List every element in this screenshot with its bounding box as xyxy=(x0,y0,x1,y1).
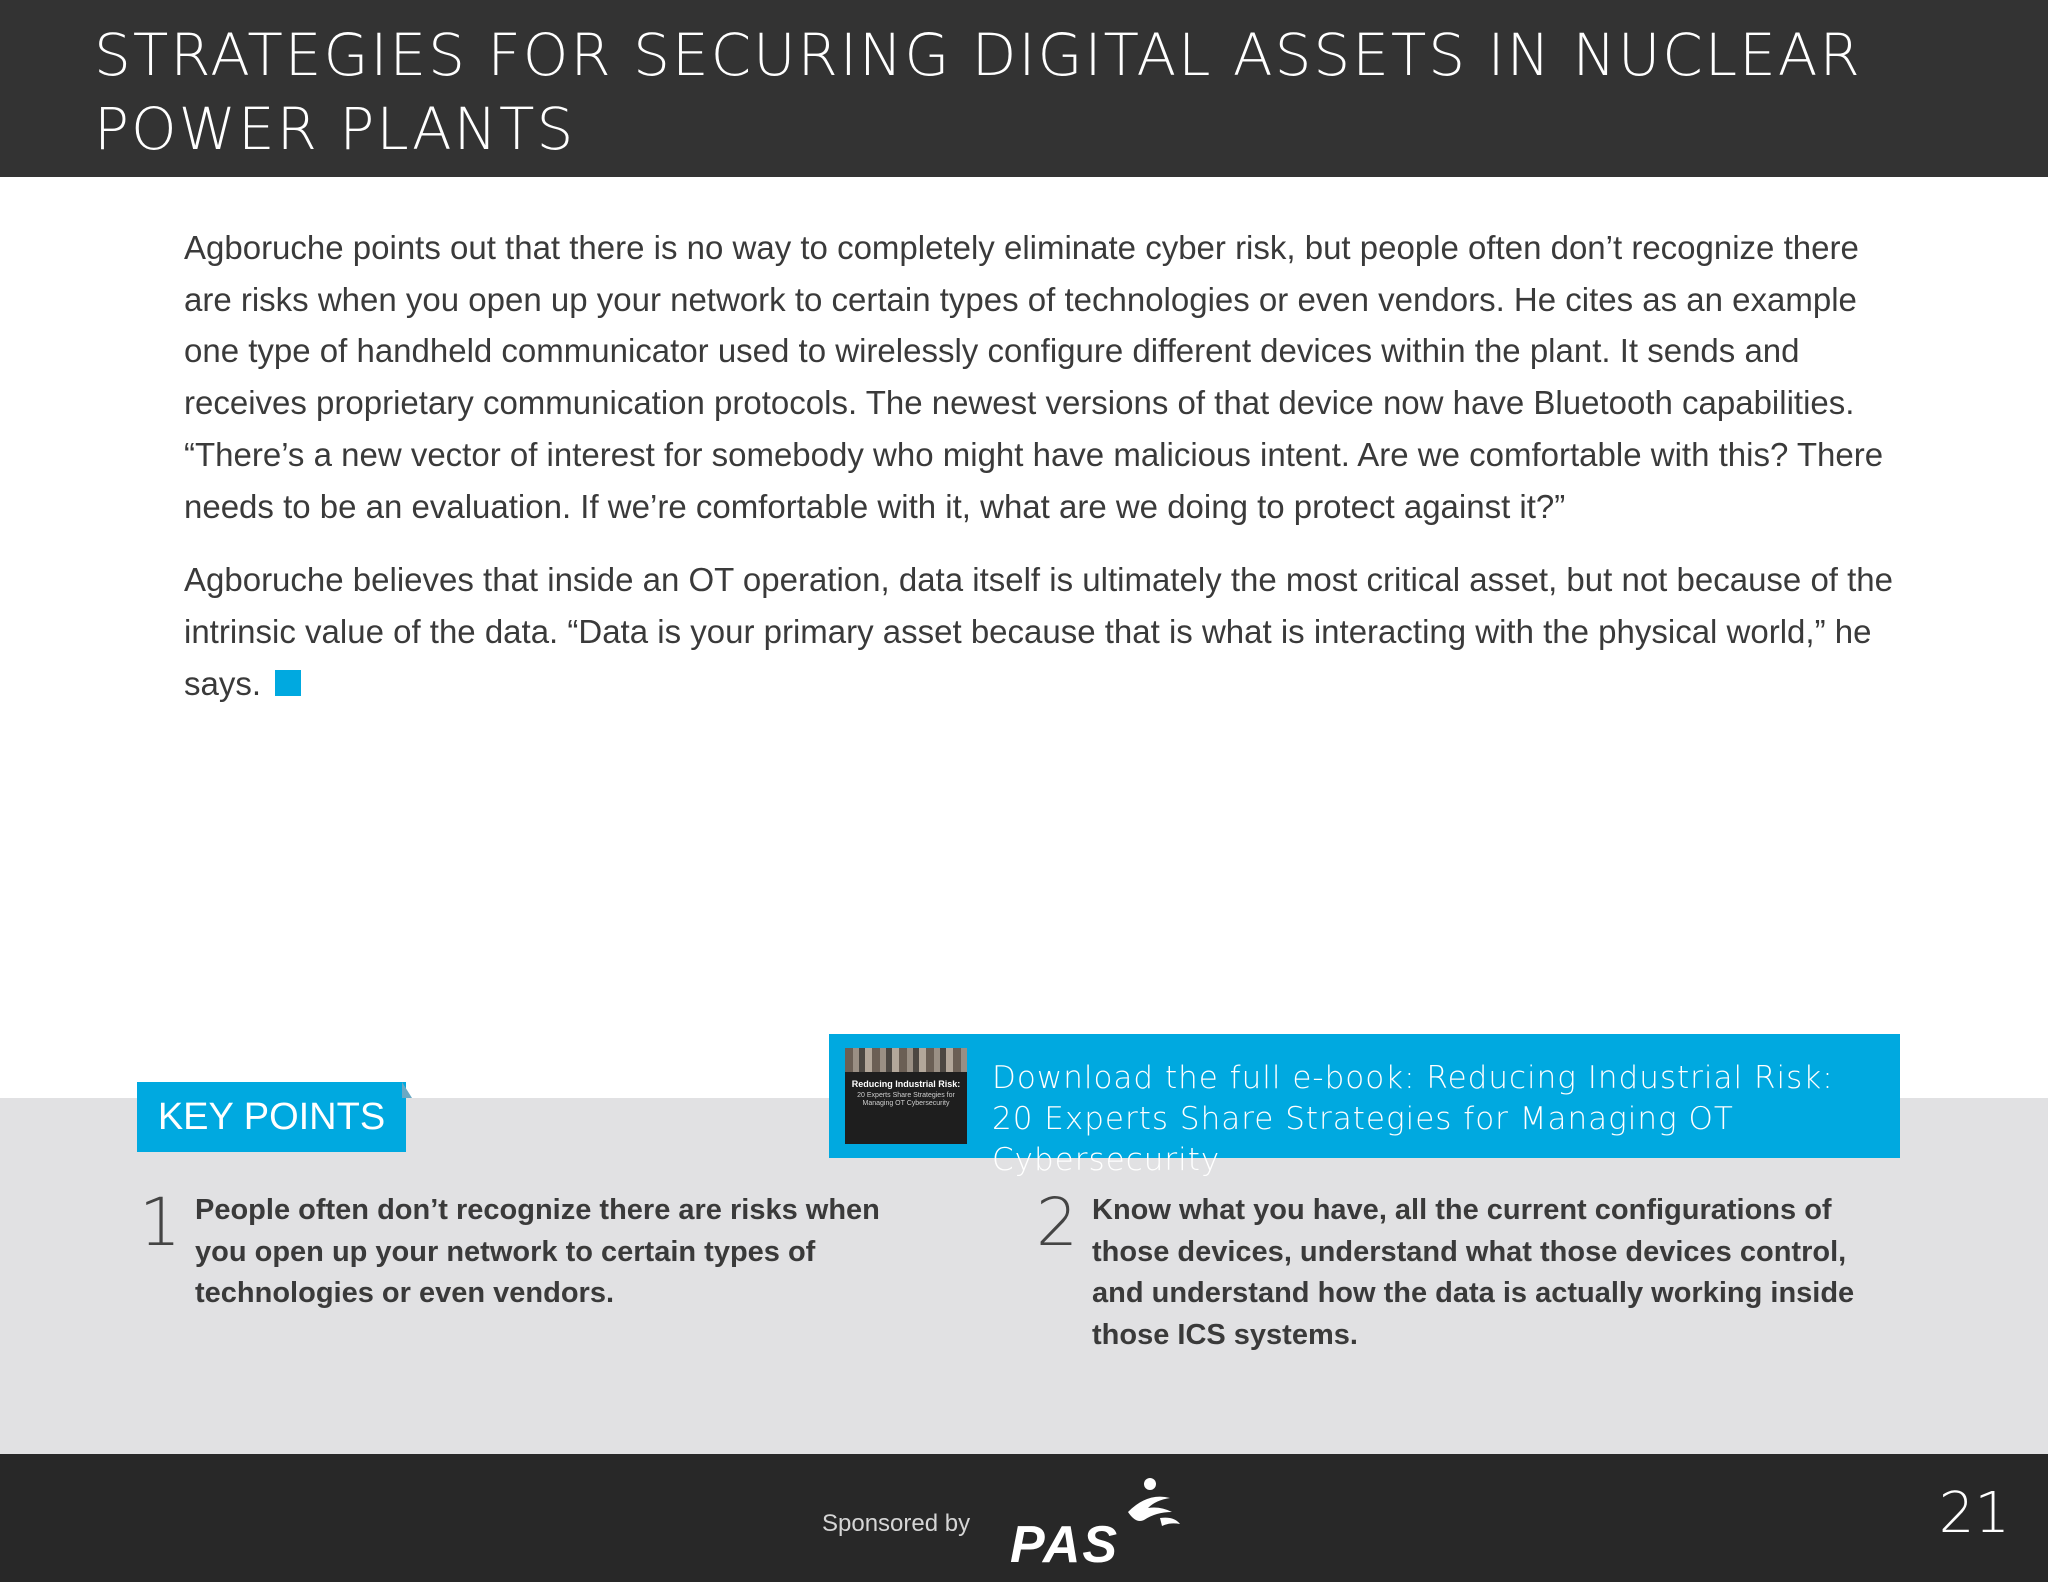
download-link-line-2[interactable]: 20 Experts Share Strategies for Managing OT Cybersecurity xyxy=(992,1101,1734,1178)
key-point-text: People often don’t recognize there are risks when you open up your network to certain types of technologies or even vendors. xyxy=(195,1194,880,1309)
pas-logo-figure-icon xyxy=(1128,1478,1180,1526)
article-paragraph-2-text: Agboruche believes that inside an OT operation, data itself is ultimately the most critical asset, but not because of the intrinsic value of the data. “Data is your primary asset because that is what is interacting with the physical world,” he says. xyxy=(184,561,1894,702)
download-link[interactable] xyxy=(992,1058,1892,1181)
key-point-number: 1 xyxy=(139,1184,181,1261)
page-header xyxy=(0,0,2048,177)
end-of-article-mark xyxy=(275,670,301,696)
page-footer xyxy=(0,1454,2048,1582)
cover-title: Reducing Industrial Risk: xyxy=(851,1079,961,1089)
page-title: STRATEGIES FOR SECURING DIGITAL ASSETS IN NUCLEAR POWER PLANTS xyxy=(94,21,1862,163)
pas-logo xyxy=(1010,1472,1190,1572)
ebook-cover-image[interactable] xyxy=(845,1048,967,1144)
cover-subtitle: 20 Experts Share Strategies for Managing OT Cybersecurity xyxy=(857,1092,955,1107)
key-point-number: 2 xyxy=(1036,1184,1078,1261)
pas-logo-text: PAS xyxy=(1010,1516,1120,1572)
article-paragraph-1: Agboruche points out that there is no way to completely eliminate cyber risk, but people often don’t recognize there are risks when you open up your network to certain types of technologies or even vendors. He cites as an example one type of handheld communicator used to wirelessly configure different devices within the plant. It sends and receives proprietary communication protocols. The newest versions of that device now have Bluetooth capabilities. “There’s a new vector of interest for somebody who might have malicious intent. Are we comfortable with this? There needs to be an evaluation. If we’re comfortable with it, what are we doing to protect against it?” xyxy=(184,229,1884,525)
key-points-tab: KEY POINTS xyxy=(137,1082,406,1152)
cover-photo-strip xyxy=(845,1048,967,1072)
download-link-line-1[interactable]: Download the full e-book: Reducing Industrial Risk: xyxy=(992,1060,1834,1096)
sponsored-label: Sponsored by xyxy=(822,1510,971,1537)
download-ebook-banner[interactable] xyxy=(829,1034,1900,1178)
page-number: 21 xyxy=(1938,1481,2010,1546)
tab-fold-corner xyxy=(402,1082,412,1098)
article-paragraph-2 xyxy=(184,554,1914,709)
article-body xyxy=(184,222,1914,731)
key-point-text: Know what you have, all the current configurations of those devices, understand what those devices control, and understand how the data is actually working inside those ICS systems. xyxy=(1092,1194,1855,1351)
